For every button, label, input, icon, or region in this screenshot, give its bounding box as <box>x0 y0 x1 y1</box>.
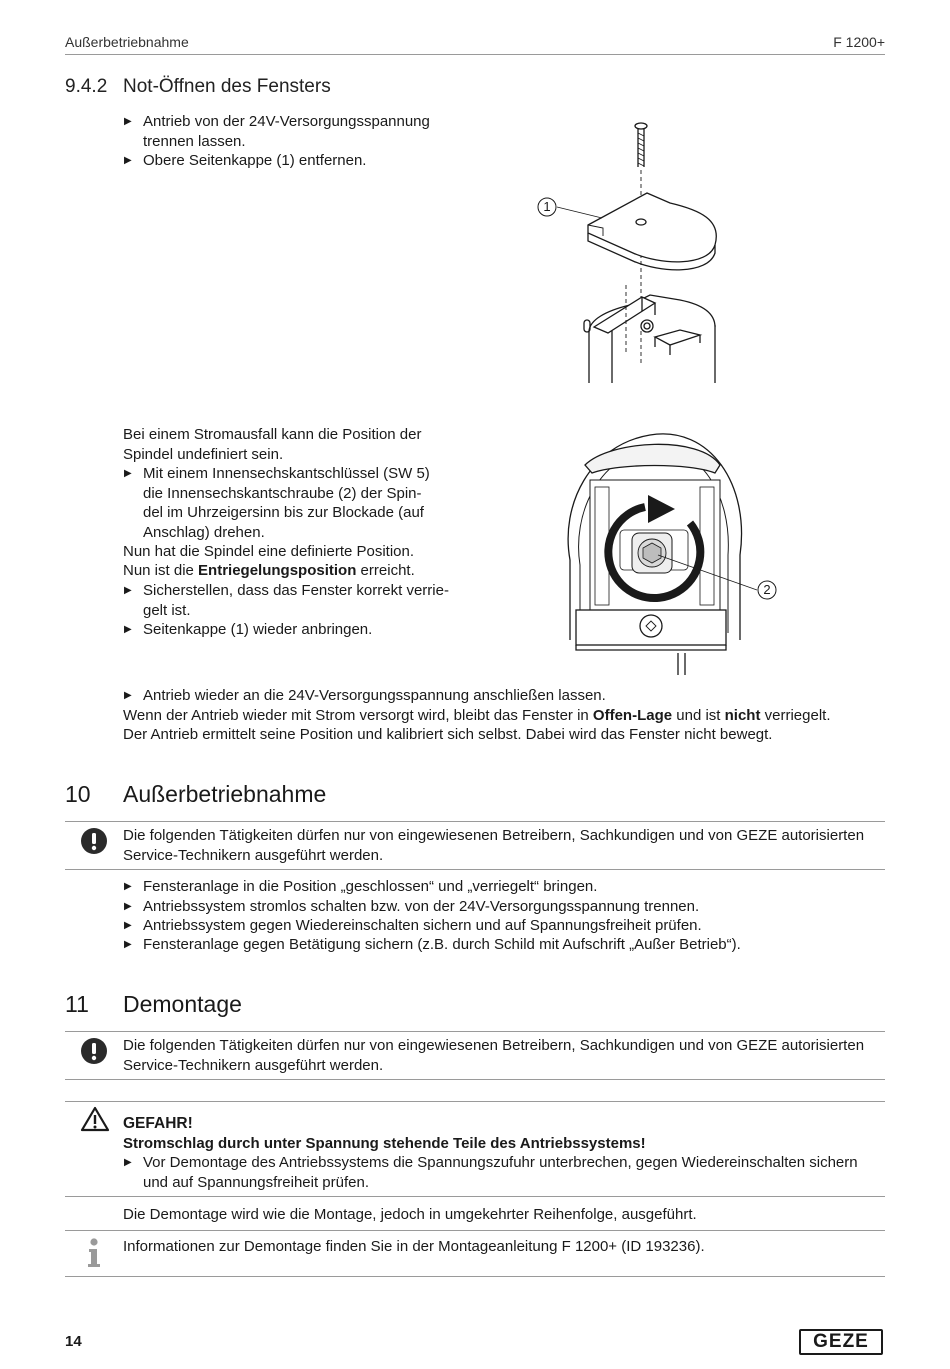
section-title-10: Außerbetriebnahme <box>123 781 327 807</box>
subsection-title: Not-Öffnen des Fensters <box>123 76 331 97</box>
calibration-text: Der Antrieb ermittelt seine Position und kalibriert sich selbst. Dabei wird das Fenster nicht bewegt. <box>123 726 773 743</box>
notice-rule-bottom <box>65 869 885 870</box>
demontage-paragraph: Die Demontage wird wie die Montage, jedoch in umgekehrter Reihenfolge, ausgeführt. <box>123 1206 697 1223</box>
danger-rule-top <box>65 1101 885 1102</box>
power-failure-paragraph: Bei einem Stromausfall kann die Position der Spindel undefiniert sein. <box>123 426 422 463</box>
info-text: Informationen zur Demontage finden Sie in der Montageanleitung F 1200+ (ID 193236). <box>123 1238 705 1255</box>
notice-rule-top <box>65 1031 885 1032</box>
subsection-number: 9.4.2 <box>65 76 108 97</box>
danger-rule-bottom <box>65 1196 885 1197</box>
bullet-power-off: ▶ Antriebssystem stromlos schalten bzw. von der 24V-Versorgungsspannung trennen. <box>123 897 699 917</box>
section-title-11: Demontage <box>123 991 242 1017</box>
page-number: 14 <box>65 1333 82 1350</box>
bullet-secure-system: ▶ Antriebssystem gegen Wiedereinschalten sichern und auf Spannungsfreiheit prüfen. <box>123 916 702 936</box>
info-icon <box>86 1237 102 1269</box>
bullet-secure-window: ▶ Fensteranlage gegen Betätigung sichern (z.B. durch Schild mit Aufschrift „Außer Betrieb“). <box>123 935 741 955</box>
bullet-verify-locked: ▶ Sicherstellen, dass das Fenster korrekt verrie- gelt ist. <box>123 581 449 620</box>
info-rule-bottom <box>65 1276 885 1277</box>
cap-removal-illustration <box>530 115 760 390</box>
notice-text-11: Die folgenden Tätigkeiten dürfen nur von eingewiesenen Betreibern, Sachkundigen und von GEZE autorisierten Service-Technikern ausgeführt werden. <box>123 1037 865 1074</box>
warning-triangle-icon <box>80 1106 110 1132</box>
bullet-disconnect: ▶ Antrieb von der 24V-Versorgungsspannung trennen lassen. <box>123 112 430 151</box>
bullet-close-window: ▶ Fensteranlage in die Position „geschlossen“ und „verriegelt“ bringen. <box>123 877 597 897</box>
mandatory-notice-icon <box>81 828 107 854</box>
unlock-position-text: Nun ist die Entriegelungsposition erreicht. <box>123 562 415 579</box>
info-rule-top <box>65 1230 885 1231</box>
bullet-reattach-cap: ▶ Seitenkappe (1) wieder anbringen. <box>123 620 372 640</box>
section-number-10: 10 <box>65 781 91 807</box>
bullet-turn-screw: ▶ Mit einem Innensechskantschlüssel (SW 5) die Innensechskantschraube (2) der Spin- del im Uhrzeigersinn bis zur Blockade (auf Anschlag) drehen. <box>123 464 430 542</box>
section-number-11: 11 <box>65 991 89 1017</box>
bullet-reconnect: ▶ Antrieb wieder an die 24V-Versorgungsspannung anschließen lassen. <box>123 686 606 706</box>
geze-logo: GEZE <box>799 1329 883 1355</box>
notice-text-10: Die folgenden Tätigkeiten dürfen nur von eingewiesenen Betreibern, Sachkundigen und von GEZE autorisierten Service-Technikern ausgeführt werden. <box>123 827 865 864</box>
danger-title: GEFAHR! <box>123 1115 193 1132</box>
running-header-section: Außerbetriebnahme <box>65 34 189 50</box>
defined-position-text: Nun hat die Spindel eine definierte Position. <box>123 543 415 560</box>
mandatory-notice-icon <box>81 1038 107 1064</box>
reconnect-result-text: Wenn der Antrieb wieder mit Strom versorgt wird, bleibt das Fenster in Offen-Lage und ist nicht verriegelt. <box>123 707 831 724</box>
header-rule <box>65 54 885 55</box>
bullet-danger-instruction: ▶ Vor Demontage des Antriebssystems die Spannungszufuhr unterbrechen, gegen Wiedereinschalten sichern und auf Spannungsfreiheit prüfen. <box>123 1153 858 1192</box>
spindle-rotation-illustration <box>550 425 790 680</box>
notice-rule-bottom <box>65 1079 885 1080</box>
callout-1: 1 <box>543 199 551 214</box>
callout-2: 2 <box>763 582 771 597</box>
running-header-product: F 1200+ <box>833 34 885 50</box>
notice-rule-top <box>65 821 885 822</box>
bullet-remove-cap: ▶ Obere Seitenkappe (1) entfernen. <box>123 151 366 171</box>
danger-subtitle: Stromschlag durch unter Spannung stehende Teile des Antriebssystems! <box>123 1135 646 1152</box>
